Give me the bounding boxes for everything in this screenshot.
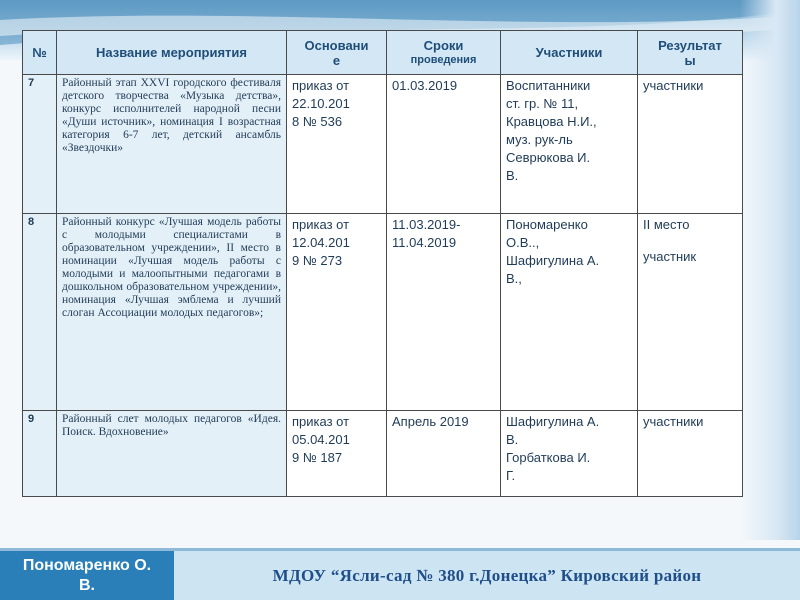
- header-results-line: Результат: [658, 37, 722, 53]
- event-name: Районный конкурс «Лучшая модель работы с молодыми специалистами в образовательном учреждении», II место в номинации «Лучшая модель работы с молодыми и малоопытными педагогами в дошкольном образовательном учреждении», номинация «Лучшая эмблема и лучший слоган Ассоциации молодых педагогов»;: [57, 214, 287, 411]
- participant-line: В.: [506, 168, 519, 183]
- event-results: [638, 214, 743, 411]
- background-right-fade: [740, 0, 800, 540]
- row-number: 7: [23, 75, 57, 214]
- participant-line: Горбаткова И.: [506, 450, 591, 465]
- row-number: 9: [23, 411, 57, 497]
- participant-line: Воспитанники: [506, 78, 591, 93]
- table-row: [23, 214, 743, 411]
- footer-organization: МДОУ “Ясли-сад № 380 г.Донецка” Кировский район: [174, 551, 800, 600]
- participant-line: О.В..,: [506, 235, 540, 250]
- event-name: Районный этап XXVI городского фестиваля детского творчества «Музыка детства», конкурс исполнителей народной песни «Души источник», номинация I возрастная категория 6-7 лет, детский ансамбль «Звездочки»: [57, 75, 287, 214]
- events-table: [22, 30, 743, 497]
- basis-line: 9 № 273: [292, 253, 343, 268]
- header-basis-line: Основани: [304, 37, 369, 53]
- dates-line: 11.03.2019-: [392, 217, 461, 232]
- participant-line: Шафигулина А.: [506, 414, 600, 429]
- footer-author: [0, 551, 174, 600]
- event-dates: [387, 75, 501, 214]
- participant-line: Шафигулина А.: [506, 253, 600, 268]
- event-dates: [387, 411, 501, 497]
- header-event-name: Название мероприятия: [57, 31, 287, 75]
- event-participants: [501, 75, 638, 214]
- event-dates: [387, 214, 501, 411]
- basis-line: приказ от: [292, 414, 350, 429]
- row-number: 8: [23, 214, 57, 411]
- event-basis: [287, 214, 387, 411]
- header-basis: [287, 31, 387, 75]
- participant-line: Пономаренко: [506, 217, 588, 232]
- event-results: [638, 75, 743, 214]
- basis-line: 22.10.201: [292, 96, 350, 111]
- event-results: [638, 411, 743, 497]
- header-results-line: ы: [684, 52, 696, 68]
- participant-line: Кравцова Н.И.,: [506, 114, 597, 129]
- participant-line: В.,: [506, 271, 522, 286]
- header-basis-line: е: [332, 52, 341, 68]
- header-results: [638, 31, 743, 75]
- participant-line: ст. гр. № 11,: [506, 96, 579, 111]
- participant-line: Севрюкова И.: [506, 150, 591, 165]
- result-line: участники: [643, 78, 704, 93]
- result-line: II место: [643, 217, 690, 232]
- table-row: [23, 75, 743, 214]
- event-participants: [501, 214, 638, 411]
- dates-line: 01.03.2019: [392, 78, 458, 93]
- basis-line: приказ от: [292, 78, 350, 93]
- basis-line: 9 № 187: [292, 450, 343, 465]
- header-dates-line: проведения: [410, 53, 477, 66]
- dates-line: 11.04.2019: [392, 235, 457, 250]
- result-line: участники: [643, 414, 704, 429]
- result-line: участник: [643, 249, 697, 264]
- basis-line: приказ от: [292, 217, 350, 232]
- header-dates: [387, 31, 501, 75]
- header-participants: Участники: [501, 31, 638, 75]
- event-basis: [287, 411, 387, 497]
- dates-line: Апрель 2019: [392, 414, 469, 429]
- participant-line: муз. рук-ль: [506, 132, 573, 147]
- basis-line: 05.04.201: [292, 432, 350, 447]
- basis-line: 8 № 536: [292, 114, 343, 129]
- participant-line: В.: [506, 432, 519, 447]
- table-row: [23, 411, 743, 497]
- footer-author-line: В.: [78, 576, 95, 594]
- header-dates-line: Сроки: [423, 37, 464, 53]
- header-number: №: [23, 31, 57, 75]
- footer-author-line: Пономаренко О.: [22, 556, 152, 574]
- basis-line: 12.04.201: [292, 235, 350, 250]
- event-basis: [287, 75, 387, 214]
- event-participants: [501, 411, 638, 497]
- event-name: Районный слет молодых педагогов «Идея. Поиск. Вдохновение»: [57, 411, 287, 497]
- table-header-row: [23, 31, 743, 75]
- participant-line: Г.: [506, 468, 516, 483]
